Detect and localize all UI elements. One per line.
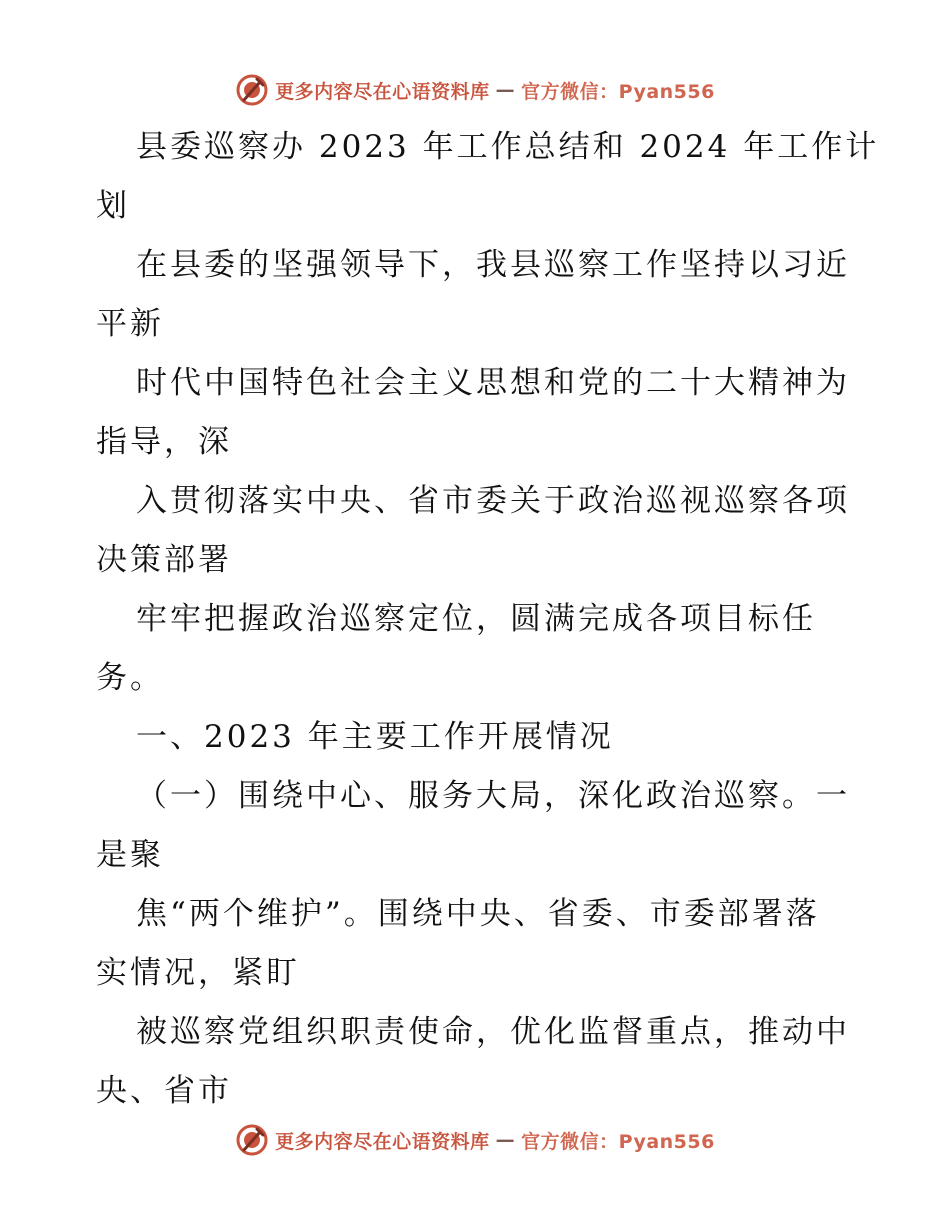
footer-watermark xyxy=(0,1120,950,1160)
watermark-separator: — xyxy=(495,79,516,101)
paragraph-line: 时代中国特色社会主义思想和党的二十大精神为 xyxy=(136,365,850,401)
document-body xyxy=(96,118,880,1121)
watermark-main-text: 更多内容尽在心语资料库 xyxy=(275,80,490,103)
header-watermark xyxy=(0,70,950,110)
watermark-separator: — xyxy=(495,1129,516,1151)
watermark-wechat-text: 官方微信：Pyan556 xyxy=(521,80,715,103)
paragraph-line: 在县委的坚强领导下，我县巡察工作坚持以习近 xyxy=(136,247,850,283)
paragraph-line: 实情况，紧盯 xyxy=(96,955,300,991)
paragraph-line: 平新 xyxy=(96,306,164,342)
watermark-wechat-text: 官方微信：Pyan556 xyxy=(521,1130,715,1153)
paragraph-line: 是聚 xyxy=(96,837,164,873)
watermark-main-text: 更多内容尽在心语资料库 xyxy=(275,1130,490,1153)
paragraph-line: 入贯彻落实中央、省市委关于政治巡视巡察各项 xyxy=(136,483,850,519)
paragraph-line: 央、省市 xyxy=(96,1073,232,1109)
paragraph-line: 焦“两个维护”。围绕中央、省委、市委部署落 xyxy=(136,896,820,932)
paragraph-line: 务。 xyxy=(96,660,164,696)
subsection-line: （一）围绕中心、服务大局，深化政治巡察。一 xyxy=(136,778,850,814)
paragraph-line: 指导，深 xyxy=(96,424,232,460)
paragraph-line: 决策部署 xyxy=(96,542,232,578)
paragraph-line: 牢牢把握政治巡察定位，圆满完成各项目标任 xyxy=(136,601,816,637)
pen-seal-icon xyxy=(235,73,269,107)
paragraph-line: 被巡察党组织职责使命，优化监督重点，推动中 xyxy=(136,1014,850,1050)
title-line-2: 划 xyxy=(96,188,130,224)
pen-seal-icon xyxy=(235,1123,269,1157)
title-line-1: 县委巡察办 2023 年工作总结和 2024 年工作计 xyxy=(136,129,880,165)
section-heading: 一、2023 年主要工作开展情况 xyxy=(136,719,614,755)
